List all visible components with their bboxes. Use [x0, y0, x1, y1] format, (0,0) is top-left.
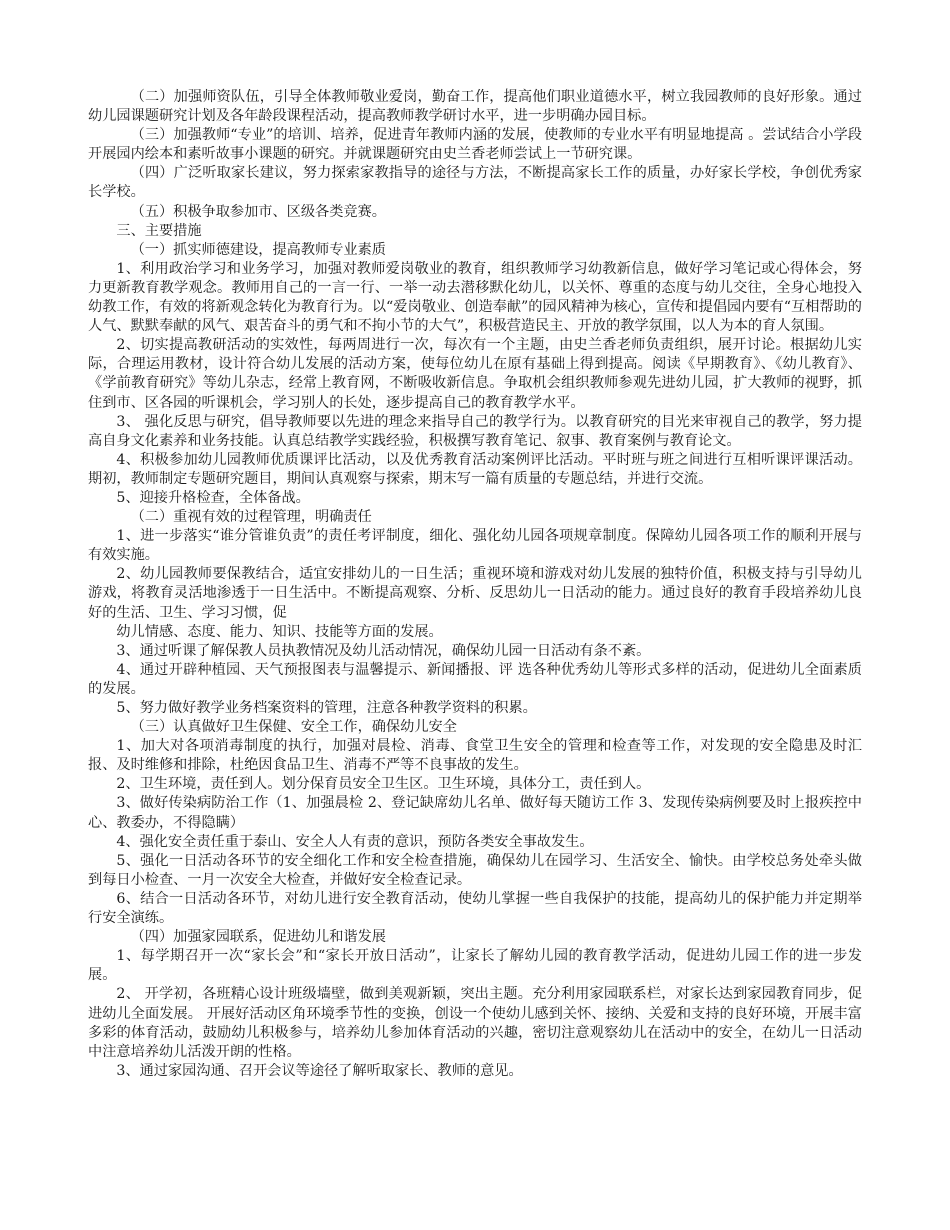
paragraph-3-1: 1、加大对各项消毒制度的执行，加强对晨检、消毒、食堂卫生安全的管理和检查等工作，对发现的安全隐患及时汇报、及时维修和排除，杜绝因食品卫生、消毒不严等不良事故的发生。	[88, 738, 862, 774]
paragraph-4-2: 2、 开学初，各班精心设计班级墙壁，做到美观新颖，突出主题。充分利用家园联系栏，对家长达到家园教育同步，促进幼儿全面发展。 开展好活动区角环境季节性的变换，创设一个使幼儿感到关怀、接纳、关爱和支持的良好环境，开展丰富多彩的体育活动，鼓励幼儿积极参与，培养幼儿参加体育活动的兴趣，密切注意观察幼儿在活动中的安全，在幼儿一日活动中注意培养幼儿活泼开朗的性格。	[88, 986, 862, 1060]
paragraph-goal-3: （三）加强教师“专业”的培训、培养，促进青年教师内涵的发展，使教师的专业水平有明显地提高 。尝试结合小学段开展园内绘本和素听故事小课题的研究。并就课题研究由史兰香老师尝试上一节研究课。	[88, 127, 862, 163]
paragraph-2-1: 1、进一步落实“谁分管谁负责”的责任考评制度，细化、强化幼儿园各项规章制度。保障幼儿园各项工作的顺利开展与有效实施。	[88, 528, 862, 564]
paragraph-goal-4: （四）广泛听取家长建议，努力探索家教指导的途径与方法，不断提高家长工作的质量，办好家长学校，争创优秀家长学校。	[88, 165, 862, 201]
paragraph-4-1: 1、每学期召开一次“家长会”和“家长开放日活动”，让家长了解幼儿园的教育教学活动，促进幼儿园工作的进一步发展。	[88, 948, 862, 984]
paragraph-2-4: 4、通过开辟种植园、天气预报图表与温馨提示、新闻播报、评 选各种优秀幼儿等形式多样的活动，促进幼儿全面素质的发展。	[88, 661, 862, 697]
paragraph-2-2: 2、幼儿园教师要保教结合，适宜安排幼儿的一日生活；重视环境和游戏对幼儿发展的独特价值，积极支持与引导幼儿游戏，将教育灵活地渗透于一日生活中。不断提高观察、分析、反思幼儿一日活动的能力。通过良好的教育手段培养幼儿良好的生活、卫生、学习习惯，促	[88, 566, 862, 621]
paragraph-1-1: 1、利用政治学习和业务学习，加强对教师爱岗敬业的教育，组织教师学习幼教新信息，做好学习笔记或心得体会，努力更新教育教学观念。教师用自己的一言一行、一举一动去潜移默化幼儿，以关怀、尊重的态度与幼儿交往，全身心地投入幼教工作，有效的将新观念转化为教育行为。以“爱岗敬业、创造奉献”的园风精神为核心，宣传和提倡园内要有“互相帮助的人气、默默奉献的风气、艰苦奋斗的勇气和不拘小节的大气”，积极营造民主、开放的教学氛围，以人为本的育人氛围。	[88, 260, 862, 335]
paragraph-1-2: 2、切实提高教研活动的实效性，每两周进行一次，每次有一个主题，由史兰香老师负责组织，展开讨论。根据幼儿实际，合理运用教材，设计符合幼儿发展的活动方案，使每位幼儿在原有基础上得到提高。阅读《早期教育》、《幼儿教育》、《学前教育研究》等幼儿杂志，经常上教育网，不断吸收新信息。争取机会组织教师参观先进幼儿园，扩大教师的视野，抓住到市、区各园的听课机会，学习别人的长处，逐步提高自己的教育教学水平。	[88, 337, 862, 411]
paragraph-2-5: 5、努力做好教学业务档案资料的管理，注意各种教学资料的积累。	[116, 700, 537, 716]
paragraph-4-3: 3、通过家园沟通、召开会议等途径了解听取家长、教师的意见。	[116, 1062, 523, 1079]
paragraph-goal-2: （二）加强师资队伍，引导全体教师敬业爱岗，勤奋工作，提高他们职业道德水平，树立我园教师的良好形象。通过幼儿园课题研究计划及各年龄段课程活动，提高教师教学研讨水平，进一步明确办园目标。	[88, 89, 862, 125]
paragraph-3-4: 4、强化安全责任重于泰山、安全人人有责的意识，预防各类安全事故发生。	[116, 833, 594, 850]
paragraph-1-4: 4、积极参加幼儿园教师优质课评比活动，以及优秀教育活动案例评比活动。平时班与班之间进行互相听课评课活动。期初，教师制定专题研究题目，期间认真观察与探索，期末写一篇有质量的专题总结，并进行交流。	[88, 451, 862, 487]
paragraph-2-2-cont: 幼儿情感、态度、能力、知识、技能等方面的发展。	[116, 623, 443, 640]
paragraph-2-3: 3、通过听课了解保教人员执教情况及幼儿活动情况，确保幼儿园一日活动有条不紊。	[116, 642, 651, 659]
paragraph-3-3: 3、做好传染病防治工作（1、加强晨检 2、登记缺席幼儿名单、做好每天随访工作 3、发现传染病例要及时上报疾控中心、教委办，不得隐瞒）	[88, 795, 862, 831]
paragraph-1-3: 3、 强化反思与研究，倡导教师要以先进的理念来指导自己的教学行为。以教育研究的目光来审视自己的教学，努力提高自身文化素养和业务技能。认真总结教学实践经验，积极撰写教育笔记、叙事、教育案例与教育论文。	[88, 413, 862, 449]
paragraph-1-5: 5、迎接升格检查，全体备战。	[116, 489, 310, 506]
subsection-heading-4: （四）加强家园联系，促进幼儿和谐发展	[130, 929, 386, 946]
paragraph-3-5: 5、强化一日活动各环节的安全细化工作和安全检查措施，确保幼儿在园学习、生活安全、愉快。由学校总务处牵头做到每日小检查、一月一次安全大检查，并做好安全检查记录。	[88, 852, 862, 888]
subsection-heading-3: （三）认真做好卫生保健、安全工作，确保幼儿安全	[130, 719, 457, 736]
subsection-heading-1: （一）抓实师德建设，提高教师专业素质	[130, 241, 386, 258]
paragraph-goal-5: （五）积极争取参加市、区级各类竞赛。	[130, 203, 386, 220]
paragraph-3-6: 6、结合一日活动各环节，对幼儿进行安全教育活动，使幼儿掌握一些自我保护的技能，提高幼儿的保护能力并定期举行安全演练。	[88, 890, 862, 927]
subsection-heading-2: （二）重视有效的过程管理，明确责任	[130, 509, 372, 526]
paragraph-3-2: 2、卫生环境，责任到人。划分保育员安全卫生区。卫生环境，具体分工，责任到人。	[116, 776, 651, 793]
section-heading-measures: 三、主要措施	[116, 222, 202, 239]
